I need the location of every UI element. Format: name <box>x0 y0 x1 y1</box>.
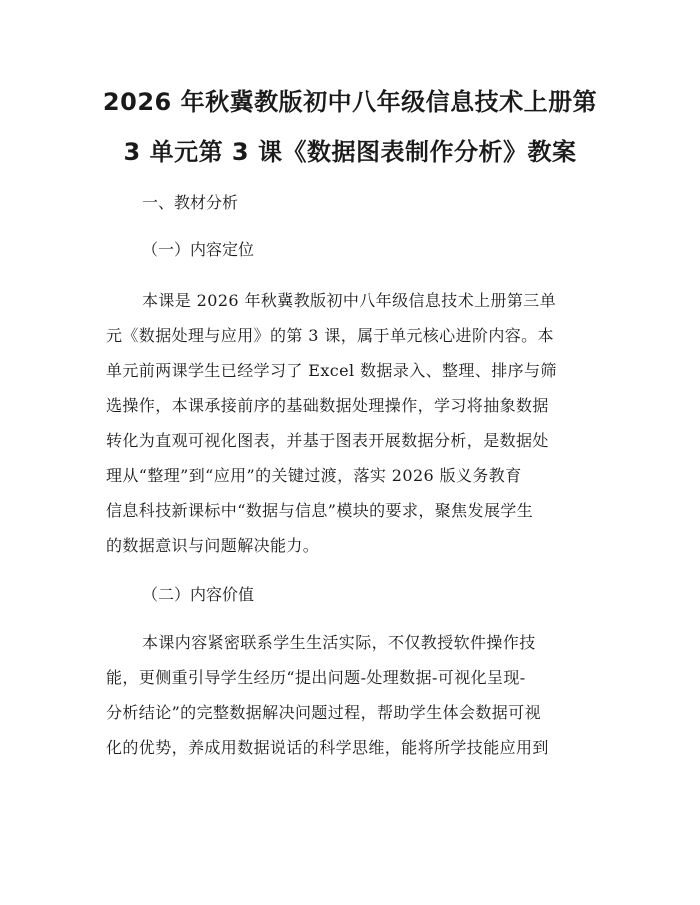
paragraph-line: 本课是 2026 年秋冀教版初中八年级信息技术上册第三单 <box>142 291 557 310</box>
subsection-heading-content-positioning: （一）内容定位 <box>142 240 255 259</box>
paragraph-line: 的数据意识与问题解决能力。 <box>106 536 320 555</box>
paragraph-line: 能，更侧重引导学生经历“提出问题-处理数据-可视化呈现- <box>106 668 526 687</box>
paragraph-line: 本课内容紧密联系学生生活实际，不仅教授软件操作技 <box>142 633 536 652</box>
paragraph-line: 元《数据处理与应用》的第 3 课，属于单元核心进阶内容。本 <box>106 326 554 345</box>
paragraph-line: 转化为直观可视化图表，并基于图表开展数据分析，是数据处 <box>106 431 549 450</box>
paragraph-line: 选操作，本课承接前序的基础数据处理操作，学习将抽象数据 <box>106 396 549 415</box>
paragraph-line: 信息科技新课标中“数据与信息”模块的要求，聚焦发展学生 <box>106 501 534 520</box>
paragraph-content-positioning <box>106 283 596 563</box>
paragraph-line: 分析结论”的完整数据解决问题过程，帮助学生体会数据可视 <box>106 703 541 722</box>
paragraph-content-value <box>106 625 596 765</box>
document-title-line-1: 2026 年秋冀教版初中八年级信息技术上册第 <box>102 88 598 116</box>
paragraph-line: 理从“整理”到“应用”的关键过渡，落实 2026 版义务教育 <box>106 466 522 485</box>
document-title-line-2: 3 单元第 3 课《数据图表制作分析》教案 <box>123 138 577 166</box>
paragraph-line: 化的优势，养成用数据说话的科学思维，能将所学技能应用到 <box>106 738 549 757</box>
subsection-heading-content-value: （二）内容价值 <box>142 585 255 604</box>
paragraph-line: 单元前两课学生已经学习了 Excel 数据录入、整理、排序与筛 <box>106 361 557 380</box>
section-heading-teaching-material-analysis: 一、教材分析 <box>142 193 239 212</box>
